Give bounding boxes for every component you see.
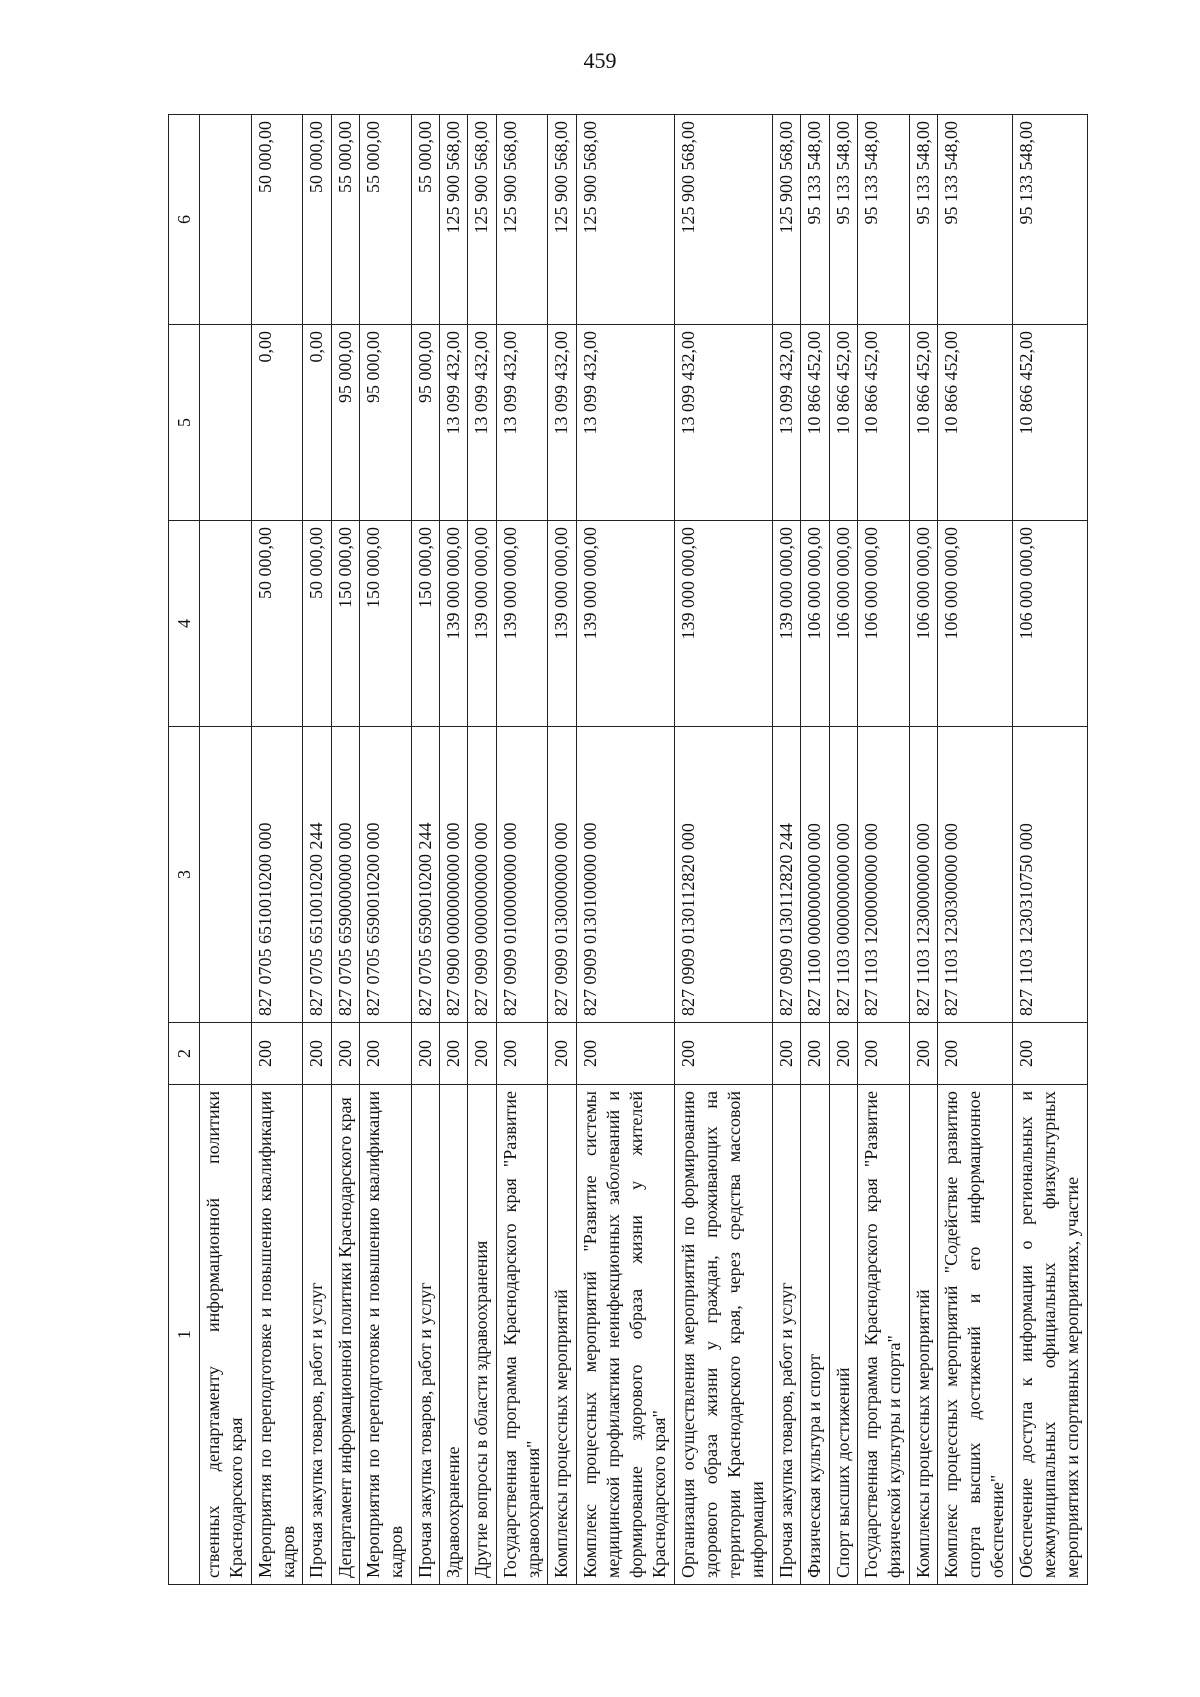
row-code-b-cell xyxy=(200,727,252,1023)
row-value-6-cell: 125 900 568,00 xyxy=(674,115,772,325)
rotated-table-container xyxy=(168,115,1088,1585)
budget-table xyxy=(168,114,1088,1585)
row-code-b-cell: 827 0705 6590010200 000 xyxy=(359,727,411,1023)
row-value-5-cell: 13 099 432,00 xyxy=(772,325,800,521)
row-value-6-cell: 125 900 568,00 xyxy=(576,115,674,325)
row-value-4-cell: 139 000 000,00 xyxy=(468,521,496,727)
row-value-6-cell: 95 133 548,00 xyxy=(1012,115,1087,325)
row-value-6-cell: 50 000,00 xyxy=(251,115,303,325)
row-code-a-cell: 200 xyxy=(674,1023,772,1085)
row-value-4-cell: 50 000,00 xyxy=(251,521,303,727)
row-value-4-cell: 139 000 000,00 xyxy=(576,521,674,727)
row-code-a-cell: 200 xyxy=(772,1023,800,1085)
row-value-5-cell: 95 000,00 xyxy=(331,325,359,521)
row-value-4-cell: 106 000 000,00 xyxy=(829,521,857,727)
row-code-a-cell: 200 xyxy=(829,1023,857,1085)
row-code-a-cell: 200 xyxy=(496,1023,548,1085)
row-name-cell: Комплексы процессных мероприятий xyxy=(909,1085,937,1585)
table-row xyxy=(331,115,359,1585)
table-row xyxy=(909,115,937,1585)
table-body xyxy=(200,115,1088,1585)
row-name-cell: Здравоохранение xyxy=(439,1085,467,1585)
row-code-b-cell: 827 0909 0130100000 000 xyxy=(576,727,674,1023)
row-value-4-cell: 106 000 000,00 xyxy=(1012,521,1087,727)
row-value-6-cell: 55 000,00 xyxy=(411,115,439,325)
row-code-b-cell: 827 1103 0000000000 000 xyxy=(829,727,857,1023)
table-row xyxy=(576,115,674,1585)
row-value-6-cell: 125 900 568,00 xyxy=(439,115,467,325)
row-value-4-cell: 106 000 000,00 xyxy=(909,521,937,727)
row-value-6-cell: 95 133 548,00 xyxy=(801,115,829,325)
row-value-4-cell: 139 000 000,00 xyxy=(496,521,548,727)
row-value-4-cell: 139 000 000,00 xyxy=(772,521,800,727)
row-name-cell: Физическая культура и спорт xyxy=(801,1085,829,1585)
row-value-5-cell: 13 099 432,00 xyxy=(439,325,467,521)
row-value-5-cell: 13 099 432,00 xyxy=(576,325,674,521)
row-name-cell: Департамент информационной политики Краснодарского края xyxy=(331,1085,359,1585)
row-code-a-cell: 200 xyxy=(937,1023,1012,1085)
table-row xyxy=(496,115,548,1585)
row-code-a-cell: 200 xyxy=(858,1023,910,1085)
row-value-5-cell: 13 099 432,00 xyxy=(468,325,496,521)
table-row xyxy=(772,115,800,1585)
row-name-cell: Другие вопросы в области здравоохранения xyxy=(468,1085,496,1585)
table-row xyxy=(829,115,857,1585)
row-name-cell: Государственная программа Краснодарского края "Развитие здравоохранения" xyxy=(496,1085,548,1585)
row-value-4-cell xyxy=(200,521,252,727)
row-name-cell: Организация осуществления мероприятий по формированию здорового образа жизни у граждан, проживающих на территории Краснодарского края, через средства массовой информации xyxy=(674,1085,772,1585)
row-code-a-cell: 200 xyxy=(439,1023,467,1085)
header-cell: 5 xyxy=(169,325,200,521)
row-code-a-cell: 200 xyxy=(303,1023,331,1085)
row-value-4-cell: 150 000,00 xyxy=(359,521,411,727)
table-row xyxy=(1012,115,1087,1585)
row-code-b-cell: 827 0909 0130112820 000 xyxy=(674,727,772,1023)
row-code-b-cell: 827 0705 6510010200 244 xyxy=(303,727,331,1023)
row-value-5-cell: 0,00 xyxy=(251,325,303,521)
row-value-4-cell: 139 000 000,00 xyxy=(548,521,576,727)
table-row xyxy=(439,115,467,1585)
row-value-6-cell: 95 133 548,00 xyxy=(937,115,1012,325)
row-value-6-cell: 125 900 568,00 xyxy=(548,115,576,325)
header-cell: 6 xyxy=(169,115,200,325)
row-value-4-cell: 106 000 000,00 xyxy=(858,521,910,727)
page-number: 459 xyxy=(583,48,617,73)
table-row xyxy=(411,115,439,1585)
row-value-5-cell: 10 866 452,00 xyxy=(937,325,1012,521)
table-row xyxy=(251,115,303,1585)
row-value-6-cell: 125 900 568,00 xyxy=(496,115,548,325)
row-value-6-cell: 95 133 548,00 xyxy=(829,115,857,325)
row-code-a-cell: 200 xyxy=(909,1023,937,1085)
table-row xyxy=(858,115,910,1585)
row-code-b-cell: 827 1103 1230000000 000 xyxy=(909,727,937,1023)
row-value-5-cell: 0,00 xyxy=(303,325,331,521)
row-value-4-cell: 50 000,00 xyxy=(303,521,331,727)
row-name-cell: Мероприятия по переподготовке и повышению квалификации кадров xyxy=(251,1085,303,1585)
row-value-4-cell: 139 000 000,00 xyxy=(674,521,772,727)
row-value-6-cell: 125 900 568,00 xyxy=(468,115,496,325)
row-name-cell: Мероприятия по переподготовке и повышению квалификации кадров xyxy=(359,1085,411,1585)
header-cell: 2 xyxy=(169,1023,200,1085)
row-code-a-cell: 200 xyxy=(468,1023,496,1085)
header-row xyxy=(169,115,200,1585)
table-row xyxy=(303,115,331,1585)
row-name-cell: Прочая закупка товаров, работ и услуг xyxy=(772,1085,800,1585)
table-row xyxy=(548,115,576,1585)
row-code-b-cell: 827 0900 0000000000 000 xyxy=(439,727,467,1023)
row-value-5-cell: 10 866 452,00 xyxy=(1012,325,1087,521)
row-value-6-cell: 125 900 568,00 xyxy=(772,115,800,325)
row-value-5-cell: 10 866 452,00 xyxy=(858,325,910,521)
row-value-4-cell: 106 000 000,00 xyxy=(801,521,829,727)
row-value-6-cell: 95 133 548,00 xyxy=(858,115,910,325)
table-row xyxy=(801,115,829,1585)
table-row xyxy=(674,115,772,1585)
row-code-a-cell: 200 xyxy=(331,1023,359,1085)
row-value-5-cell: 13 099 432,00 xyxy=(674,325,772,521)
row-code-a-cell: 200 xyxy=(576,1023,674,1085)
row-value-4-cell: 106 000 000,00 xyxy=(937,521,1012,727)
row-name-cell: Комплекс процессных мероприятий "Развитие системы медицинской профилактики неинфекционных заболеваний и формирование здорового образа жизни у жителей Краснодарского края" xyxy=(576,1085,674,1585)
row-value-5-cell xyxy=(200,325,252,521)
row-code-b-cell: 827 1103 1230300000 000 xyxy=(937,727,1012,1023)
row-value-6-cell: 50 000,00 xyxy=(303,115,331,325)
row-code-a-cell: 200 xyxy=(548,1023,576,1085)
row-code-a-cell: 200 xyxy=(359,1023,411,1085)
row-name-cell: Государственная программа Краснодарского края "Развитие физической культуры и спорта" xyxy=(858,1085,910,1585)
header-cell: 3 xyxy=(169,727,200,1023)
row-code-b-cell: 827 0705 6510010200 000 xyxy=(251,727,303,1023)
table-row xyxy=(359,115,411,1585)
row-value-4-cell: 150 000,00 xyxy=(411,521,439,727)
row-value-5-cell: 10 866 452,00 xyxy=(829,325,857,521)
row-value-6-cell: 55 000,00 xyxy=(331,115,359,325)
row-value-6-cell xyxy=(200,115,252,325)
row-code-b-cell: 827 1103 1230310750 000 xyxy=(1012,727,1087,1023)
row-name-cell: ственных департаменту информационной политики Краснодарского края xyxy=(200,1085,252,1585)
table-row xyxy=(200,115,252,1585)
row-value-5-cell: 10 866 452,00 xyxy=(909,325,937,521)
row-name-cell: Комплексы процессных мероприятий xyxy=(548,1085,576,1585)
row-value-5-cell: 95 000,00 xyxy=(411,325,439,521)
row-code-b-cell: 827 0705 6590010200 244 xyxy=(411,727,439,1023)
row-name-cell: Спорт высших достижений xyxy=(829,1085,857,1585)
header-cell: 1 xyxy=(169,1085,200,1585)
row-code-a-cell: 200 xyxy=(801,1023,829,1085)
row-code-a-cell: 200 xyxy=(411,1023,439,1085)
table-row xyxy=(937,115,1012,1585)
row-code-b-cell: 827 0909 0000000000 000 xyxy=(468,727,496,1023)
row-value-6-cell: 55 000,00 xyxy=(359,115,411,325)
header-cell: 4 xyxy=(169,521,200,727)
row-value-5-cell: 10 866 452,00 xyxy=(801,325,829,521)
row-code-b-cell: 827 0909 0100000000 000 xyxy=(496,727,548,1023)
row-value-4-cell: 150 000,00 xyxy=(331,521,359,727)
row-code-b-cell: 827 0705 6590000000 000 xyxy=(331,727,359,1023)
row-code-b-cell: 827 1103 1200000000 000 xyxy=(858,727,910,1023)
row-name-cell: Прочая закупка товаров, работ и услуг xyxy=(411,1085,439,1585)
row-code-a-cell: 200 xyxy=(1012,1023,1087,1085)
row-value-5-cell: 13 099 432,00 xyxy=(496,325,548,521)
row-code-b-cell: 827 0909 0130000000 000 xyxy=(548,727,576,1023)
row-code-b-cell: 827 1100 0000000000 000 xyxy=(801,727,829,1023)
row-value-5-cell: 95 000,00 xyxy=(359,325,411,521)
row-code-b-cell: 827 0909 0130112820 244 xyxy=(772,727,800,1023)
row-code-a-cell: 200 xyxy=(251,1023,303,1085)
row-code-a-cell xyxy=(200,1023,252,1085)
row-value-6-cell: 95 133 548,00 xyxy=(909,115,937,325)
row-name-cell: Прочая закупка товаров, работ и услуг xyxy=(303,1085,331,1585)
row-value-5-cell: 13 099 432,00 xyxy=(548,325,576,521)
row-name-cell: Обеспечение доступа к информации о региональных и межмуниципальных официальных физкультурных мероприятиях и спортивных мероприятиях, участие xyxy=(1012,1085,1087,1585)
row-value-4-cell: 139 000 000,00 xyxy=(439,521,467,727)
row-name-cell: Комплекс процессных мероприятий "Содействие развитию спорта высших достижений и его информационное обеспечение" xyxy=(937,1085,1012,1585)
table-row xyxy=(468,115,496,1585)
